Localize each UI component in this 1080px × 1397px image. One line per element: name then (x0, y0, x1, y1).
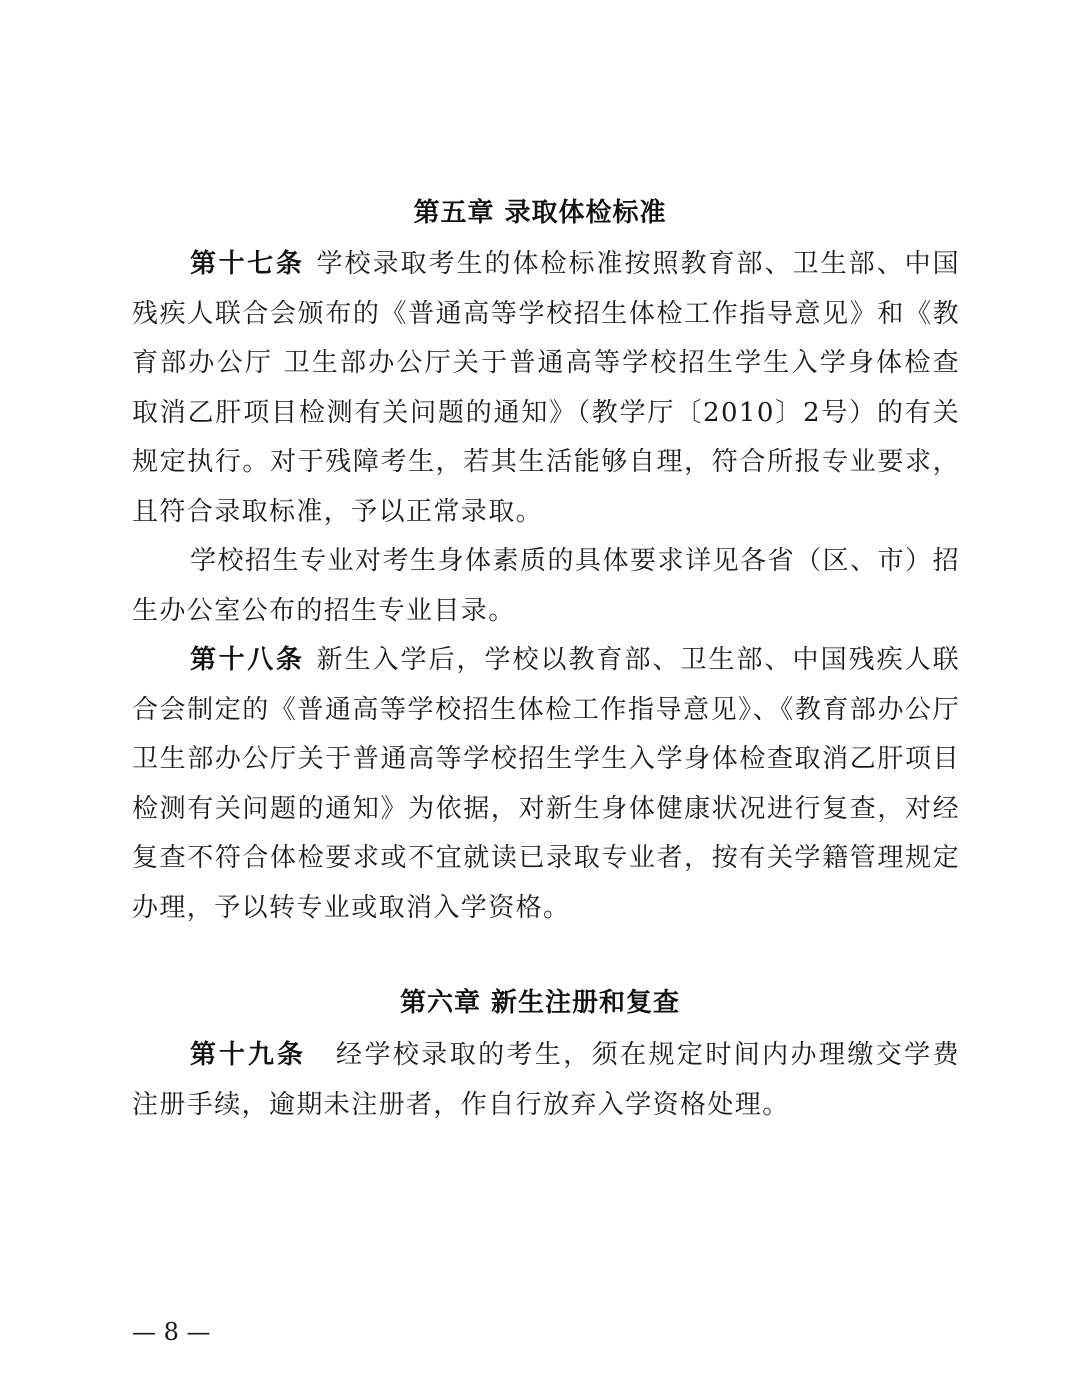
article-18-label: 第十八条 (190, 645, 305, 675)
article-17-second-paragraph: 学校招生专业对考生身体素质的具体要求详见各省（区、市）招生办公室公布的招生专业目录。 (132, 546, 960, 626)
article-19-text: 经学校录取的考生，须在规定时间内办理缴交学费注册手续，逾期未注册者，作自行放弃入学资格处理。 (132, 1040, 960, 1120)
article-17-text: 学校录取考生的体检标准按照教育部、卫生部、中国残疾人联合会颁布的《普通高等学校招生体检工作指导意见》和《教育部办公厅 卫生部办公厅关于普通高等学校招生学生入学身体检查取消乙肝项目检测有关问题的通知》（教学厅〔2010〕2号）的有关规定执行。对于残障考生，若其生活能够自理，符合所报专业要求，且符合录取标准，予以正常录取。 (132, 249, 960, 527)
article-18-paragraph (132, 636, 960, 933)
page-number: — 8 — (132, 1318, 211, 1346)
article-19-paragraph (132, 1031, 960, 1130)
article-19-label: 第十九条 (190, 1040, 307, 1070)
chapter-6-heading: 第六章 新生注册和复查 (399, 988, 681, 1018)
article-17-label: 第十七条 (190, 249, 305, 279)
chapter-5-heading: 第五章 录取体检标准 (413, 198, 667, 228)
article-18-text: 新生入学后，学校以教育部、卫生部、中国残疾人联合会制定的《普通高等学校招生体检工作指导意见》、《教育部办公厅 卫生部办公厅关于普通高等学校招生学生入学身体检查取消乙肝项目检测有关问题的通知》为依据，对新生身体健康状况进行复查，对经复查不符合体检要求或不宜就读已录取专业者，按有关学籍管理规定办理，予以转专业或取消入学资格。 (132, 645, 960, 923)
article-17-paragraph (132, 240, 960, 537)
